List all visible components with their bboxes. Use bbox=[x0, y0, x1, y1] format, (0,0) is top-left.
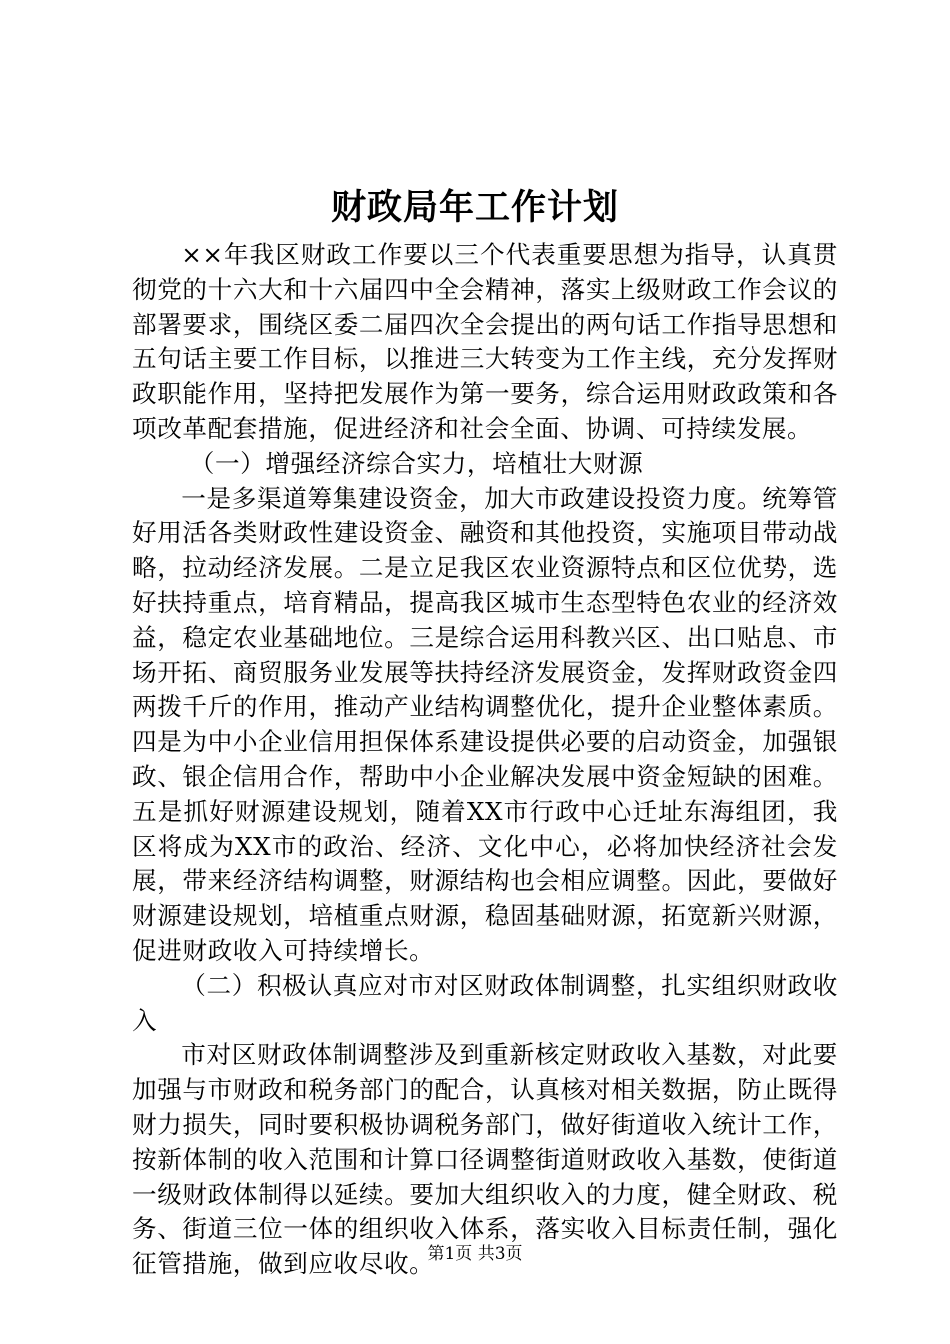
document-title: 财政局年工作计划 bbox=[330, 187, 619, 228]
section-2-paragraph: 市对区财政体制调整涉及到重新核定财政收入基数，对此要加强与市财政和税务部门的配合，认真核对相关数据，防止既得财力损失，同时要积极协调税务部门，做好街道收入统计工作，按新体制的收入范围和计算口径调整街道财政收入基数，使街道一级财政体制得以延续。要加大组织收入的力度，健全财政、税务、街道三位一体的组织收入体系，落实收入目标责任制，强化征管措施，做到应收尽收。 bbox=[132, 1040, 838, 1279]
document-body bbox=[132, 238, 838, 1282]
section-1-paragraph: 一是多渠道筹集建设资金，加大市政建设投资力度。统筹管好用活各类财政性建设资金、融资和其他投资，实施项目带动战略，拉动经济发展。二是立足我区农业资源特点和区位优势，选好扶持重点，培育精品，提高我区城市生态型特色农业的经济效益，稳定农业基础地位。三是综合运用科教兴区、出口贴息、市场开拓、商贸服务业发展等扶持经济发展资金，发挥财政资金四两拨千斤的作用，推动产业结构调整优化，提升企业整体素质。四是为中小企业信用担保体系建设提供必要的启动资金，加强银政、银企信用合作，帮助中小企业解决发展中资金短缺的困难。五是抓好财源建设规划，随着XX市行政中心迁址东海组团，我区将成为XX市的政治、经济、文化中心，必将加快经济社会发展，带来经济结构调整，财源结构也会相应调整。因此，要做好财源建设规划，培植重点财源，稳固基础财源，拓宽新兴财源，促进财政收入可持续增长。 bbox=[132, 483, 838, 965]
intro-paragraph: ××年我区财政工作要以三个代表重要思想为指导，认真贯彻党的十六大和十六届四中全会精神，落实上级财政工作会议的部署要求，围绕区委二届四次全会提出的两句话工作指导思想和五句话主要工作目标，以推进三大转变为工作主线，充分发挥财政职能作用，坚持把发展作为第一要务，综合运用财政政策和各项改革配套措施，促进经济和社会全面、协调、可持续发展。 bbox=[132, 240, 838, 443]
page-indicator: 第1页 共3页 bbox=[427, 1244, 523, 1264]
section-heading-2: （二）积极认真应对市对区财政体制调整，扎实组织财政收入 bbox=[132, 970, 838, 1035]
section-heading-1: （一）增强经济综合实力，培植壮大财源 bbox=[189, 448, 644, 478]
